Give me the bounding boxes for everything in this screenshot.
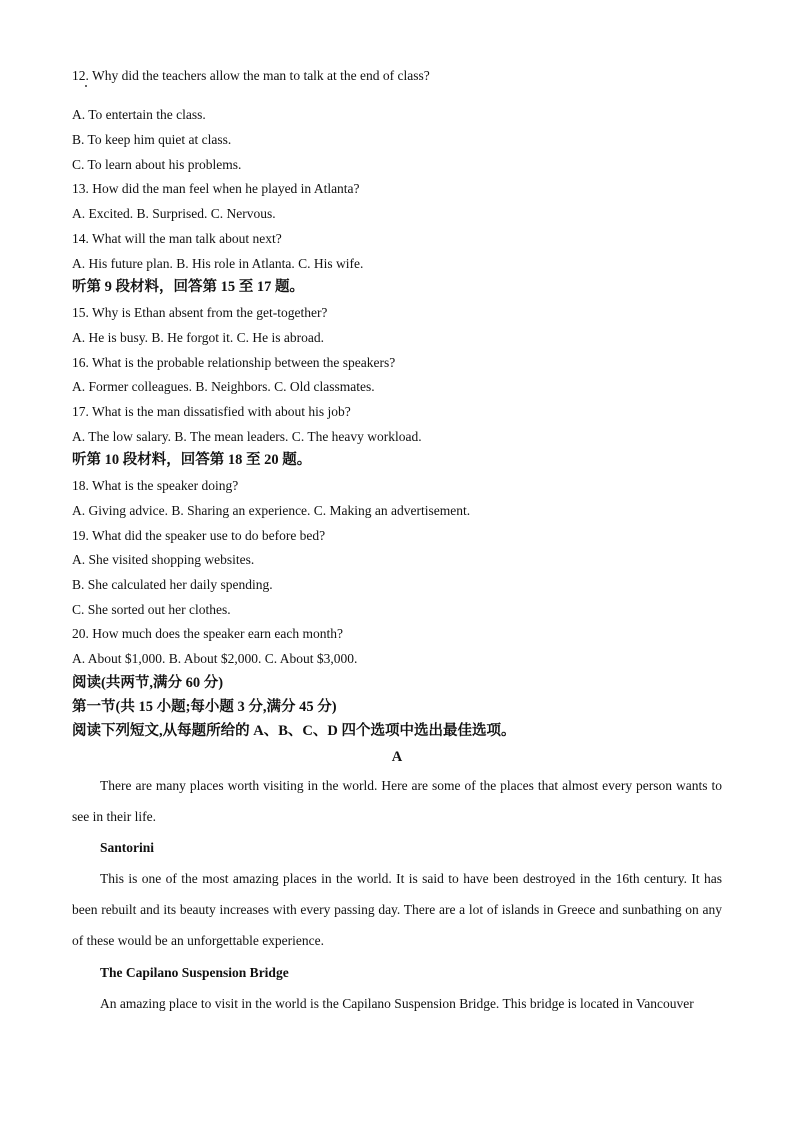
question-16: 16. What is the probable relationship between the speakers?	[72, 355, 396, 370]
question-13: 13. How did the man feel when he played in Atlanta?	[72, 181, 360, 196]
question-12: 12. Why did the teachers allow the man to talk at the end of class?	[72, 68, 430, 83]
section-heading-9: 听第 9 段材料，回答第 15 至 17 题。	[72, 279, 304, 295]
question-20: 20. How much does the speaker earn each month?	[72, 626, 344, 641]
reading-subheading: 第一节(共 15 小题;每小题 3 分,满分 45 分)	[72, 699, 337, 715]
paragraph-santorini: This is one of the most amazing places in the world. It is said to have been destroyed in the 16th century. It has been rebuilt and its beauty increases with every passing day. There are a lot of islands in Greece and sunbathing on any of these would be an unforgettable experience.	[72, 871, 722, 948]
option-line: A. Former colleagues. B. Neighbors. C. Old classmates.	[72, 379, 375, 394]
option-line: B. She calculated her daily spending.	[72, 577, 273, 592]
place-title-santorini: Santorini	[100, 840, 155, 855]
reading-instruction: 阅读下列短文,从每题所给的 A、B、C、D 四个选项中选出最佳选项。	[72, 723, 516, 739]
stray-mark	[85, 85, 87, 87]
place-title-capilano: The Capilano Suspension Bridge	[100, 965, 289, 980]
option-line: B. To keep him quiet at class.	[72, 132, 232, 147]
reading-heading: 阅读(共两节,满分 60 分)	[72, 675, 224, 691]
option-line: A. To entertain the class.	[72, 107, 206, 122]
question-15: 15. Why is Ethan absent from the get-together?	[72, 305, 328, 320]
option-line: A. Excited. B. Surprised. C. Nervous.	[72, 206, 276, 221]
option-line: A. His future plan. B. His role in Atlanta. C. His wife.	[72, 256, 364, 271]
option-line: A. The low salary. B. The mean leaders. C. The heavy workload.	[72, 429, 422, 444]
question-14: 14. What will the man talk about next?	[72, 231, 282, 246]
option-line: A. Giving advice. B. Sharing an experience. C. Making an advertisement.	[72, 503, 471, 518]
paragraph-capilano: An amazing place to visit in the world is the Capilano Suspension Bridge. This bridge is located in Vancouver	[100, 996, 694, 1011]
passage-intro: There are many places worth visiting in the world. Here are some of the places that almost every person wants to see in their life.	[72, 778, 722, 824]
option-line: A. He is busy. B. He forgot it. C. He is abroad.	[72, 330, 324, 345]
question-19: 19. What did the speaker use to do before bed?	[72, 528, 326, 543]
option-line: A. About $1,000. B. About $2,000. C. About $3,000.	[72, 651, 358, 666]
option-line: C. To learn about his problems.	[72, 157, 242, 172]
option-line: C. She sorted out her clothes.	[72, 602, 231, 617]
passage-letter: A	[391, 749, 403, 765]
section-heading-10: 听第 10 段材料，回答第 18 至 20 题。	[72, 452, 312, 468]
question-18: 18. What is the speaker doing?	[72, 478, 239, 493]
option-line: A. She visited shopping websites.	[72, 552, 255, 567]
question-17: 17. What is the man dissatisfied with about his job?	[72, 404, 351, 419]
